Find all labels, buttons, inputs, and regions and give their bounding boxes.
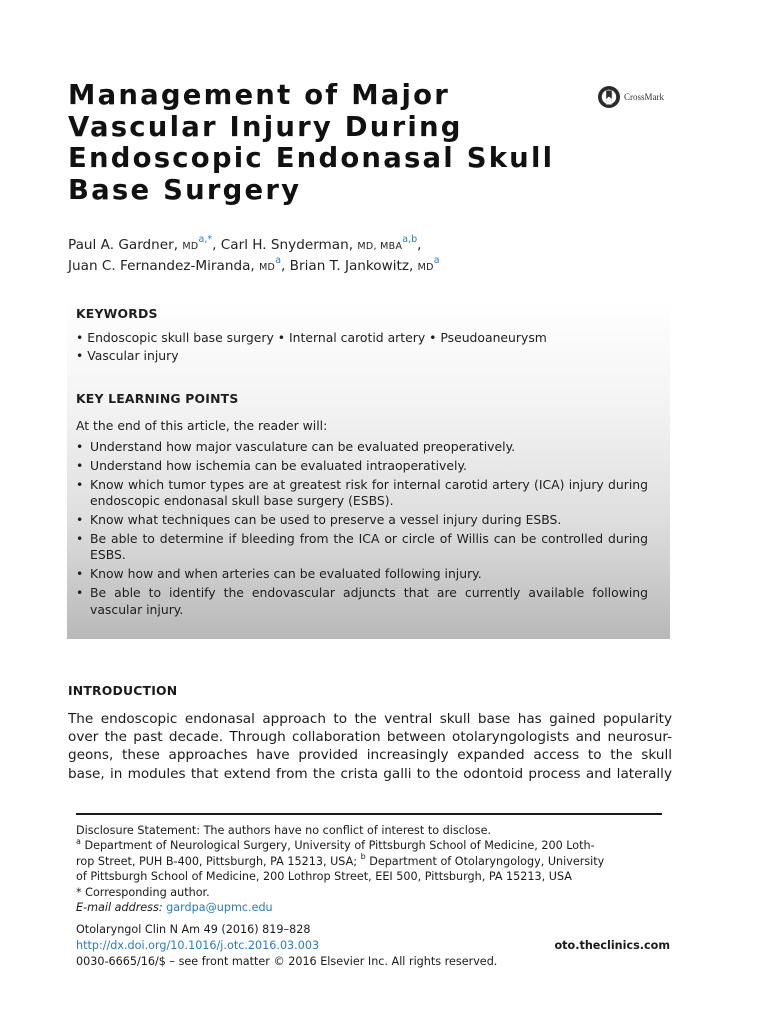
email-line xyxy=(76,900,676,915)
crossmark-badge[interactable] xyxy=(597,84,677,110)
paragraph-line: The endoscopic endonasal approach to the ventral skull base has gained popularity xyxy=(68,711,672,727)
keyword-line: • Vascular injury xyxy=(76,347,179,363)
paragraph-line: geons, these approaches have provided increasingly expanded access to the skull xyxy=(68,747,672,764)
learning-points-intro: At the end of this article, the reader will: xyxy=(76,418,328,433)
introduction-heading: INTRODUCTION xyxy=(68,683,178,698)
keyword-line: • Endoscopic skull base surgery • Internal carotid artery • Pseudoaneurysm xyxy=(76,330,547,345)
learning-points-heading: KEY LEARNING POINTS xyxy=(76,391,239,406)
copyright-line: 0030-6665/16/$ – see front matter © 2016 Elsevier Inc. All rights reserved. xyxy=(76,954,498,968)
author-line: Juan C. Fernandez-Miranda, $MD^a$, Brian T. Jankowitz, $MD^a$ xyxy=(68,254,440,274)
paragraph-line: base, in modules that extend from the crista galli to the odontoid process and laterally xyxy=(68,765,672,782)
learning-point: • Know how and when arteries can be evaluated following injury. xyxy=(76,566,648,582)
title-line: Base Surgery xyxy=(68,173,302,206)
author-name: Paul A. Gardner, xyxy=(68,237,179,253)
email-link[interactable]: gardpa@upmc.edu xyxy=(166,901,273,915)
author-line: Paul A. Gardner, $MD^{a,*}$, Carl H. Snyderman, MD, MBA$^{a,b}$, xyxy=(68,234,422,253)
journal-website[interactable]: oto.theclinics.com xyxy=(554,939,670,952)
author-degree: MD, MBA xyxy=(357,241,403,252)
keywords-list xyxy=(76,329,648,364)
learning-point: • Know which tumor types are at greatest risk for internal carotid artery (ICA) injury during endoscopic endonasal skull base surgery (ESBS). xyxy=(76,477,648,509)
crossmark-label: CrossMark xyxy=(624,92,664,102)
title-line: Management of Major xyxy=(68,79,451,111)
learning-point: • Know what techniques can be used to preserve a vessel injury during ESBS. xyxy=(76,512,648,528)
affiliation-marker: a xyxy=(76,836,81,846)
article-title xyxy=(68,80,568,206)
author-name: Brian T. Jankowitz, xyxy=(289,257,414,274)
learning-point: • Understand how major vasculature can be evaluated preoperatively. xyxy=(76,439,648,455)
learning-point: • Be able to determine if bleeding from the ICA or circle of Willis can be controlled during ESBS. xyxy=(76,531,648,563)
affiliation-marker: b xyxy=(360,852,366,862)
author-list xyxy=(68,236,708,277)
footnote-divider xyxy=(76,813,662,815)
doi-link[interactable]: http://dx.doi.org/10.1016/j.otc.2016.03.003 xyxy=(76,938,320,952)
author-degree: MD xyxy=(259,261,276,273)
learning-point: • Understand how ischemia can be evaluated intraoperatively. xyxy=(76,458,648,474)
affiliation-marker[interactable]: a,* xyxy=(198,234,213,246)
journal-citation: Otolaryngol Clin N Am 49 (2016) 819–828 xyxy=(76,923,311,936)
affiliation-line: $^a$ Department of Neurological Surgery, University of Pittsburgh School of Medicine, 200 Loth- xyxy=(76,836,595,853)
learning-point: • Be able to identify the endovascular adjuncts that are currently available following vascular injury. xyxy=(76,585,648,617)
crossmark-icon xyxy=(597,85,621,109)
author-name: Juan C. Fernandez-Miranda, xyxy=(68,257,255,274)
author-degree: MD xyxy=(182,241,199,252)
email-label: E-mail address: xyxy=(76,901,163,915)
affiliation-line: rop Street, PUH B-400, Pittsburgh, PA 15213, USA; $^b$ Department of Otolaryngology, University xyxy=(76,852,605,868)
affiliation-line: of Pittsburgh School of Medicine, 200 Lothrop Street, EEI 500, Pittsburgh, PA 15213, USA xyxy=(76,870,572,884)
author-name: Carl H. Snyderman, xyxy=(220,237,354,253)
title-line: Vascular Injury During xyxy=(68,110,463,143)
keywords-heading: KEYWORDS xyxy=(76,306,158,321)
affiliation-marker[interactable]: a xyxy=(275,254,282,266)
footnotes xyxy=(76,823,676,915)
introduction-paragraph xyxy=(68,710,672,783)
author-degree: MD xyxy=(417,261,434,273)
title-line: Endoscopic Endonasal Skull xyxy=(68,142,555,174)
learning-points-list xyxy=(76,439,648,621)
affiliation-marker[interactable]: a,b xyxy=(402,234,418,246)
keywords-learning-box xyxy=(67,300,670,639)
corresponding-author-note: * Corresponding author. xyxy=(76,885,210,899)
affiliation-marker[interactable]: a xyxy=(433,254,440,266)
disclosure-statement: Disclosure Statement: The authors have no conflict of interest to disclose. xyxy=(76,824,492,837)
paragraph-line: over the past decade. Through collaboration between otolaryngologists and neurosur- xyxy=(68,729,672,746)
